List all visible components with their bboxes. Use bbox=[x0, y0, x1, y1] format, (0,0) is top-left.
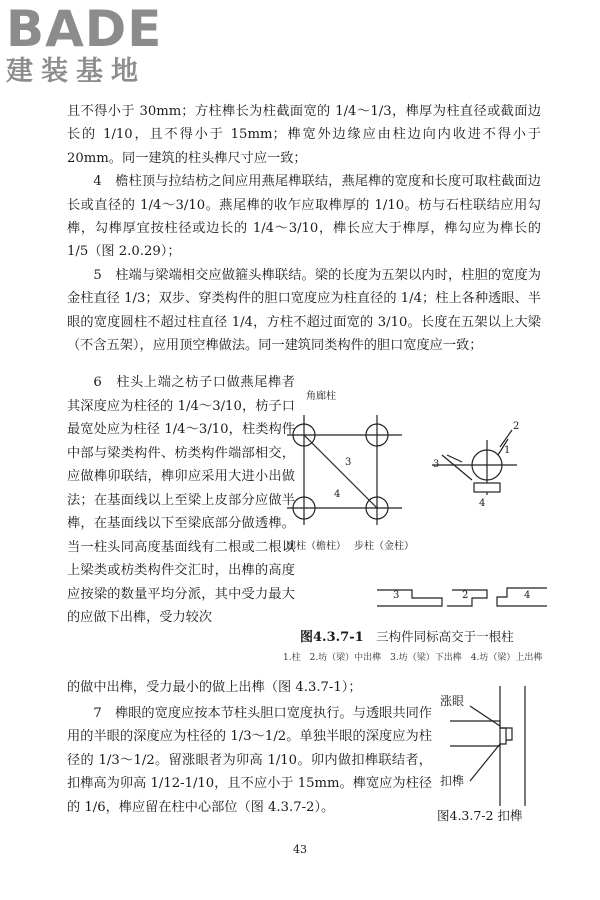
figure-1-caption-title: 三构件同标高交于一根柱 bbox=[376, 629, 514, 644]
figure-label-1: 1 bbox=[504, 445, 511, 456]
figure-1-caption-number: 图4.3.7-1 bbox=[300, 630, 364, 645]
figure-1-legend: 1.柱 2.坊（梁）中出榫 3.坊（梁）下出榫 4.坊（梁）上出榫 bbox=[283, 653, 543, 663]
paragraph-item-7-text: 7 榫眼的宽度应按本节柱头胆口宽度执行。与透眼共同作用的半眼的深度应为柱径的 1/3～1/2。单独半眼的深度应为柱径的 1/3～1/2。留涨眼者为卯高 1/10。卯内做扣榫联结者，扣榫高为卯高 1/12-1/10，且不应小于 15mm。榫宽应为柱径的 1/6，榫应留在柱中心部位（图 4.3.7-2）。 bbox=[67, 706, 432, 815]
figure-label-lock-tenon: 扣榫 bbox=[440, 774, 465, 788]
figure-label-expansion-mortise: 涨眼 bbox=[440, 694, 465, 708]
figure-tenon-2: 2 bbox=[462, 590, 469, 601]
figure-tenon-3: 3 bbox=[393, 590, 400, 601]
figure-label-3b: 3 bbox=[433, 459, 440, 470]
figure-lock-tenon bbox=[440, 686, 540, 806]
figure-label-3: 3 bbox=[345, 457, 352, 468]
figure-1-caption bbox=[300, 626, 514, 645]
figure-tenon-4: 4 bbox=[524, 590, 531, 601]
paragraph-item-6-tail-text: 的做中出榫，受力最小的做上出榫（图 4.3.7-1）； bbox=[67, 680, 362, 695]
figure-2-caption: 图4.3.7-2 扣榫 bbox=[437, 808, 523, 823]
paragraph-item-6 bbox=[67, 371, 295, 630]
figure-label-corner-column: 角廊柱 bbox=[306, 391, 336, 402]
paragraph-item-5: 5 柱端与梁端相交应做箍头榫联结。梁的长度为五架以内时，柱胆的宽度为金柱直径 1/3；双步、穿类构件的胆口宽度应为柱直径的 1/4；柱上各种透眼、半眼的宽度圆柱不超过柱直径 1/4，方柱不超过面宽的 3/10。长度在五架以上大梁（不含五架），应用顶空榫做法。同一建筑同类构件的胆口宽度应一致； bbox=[67, 267, 541, 354]
brand-logo bbox=[6, 0, 163, 88]
paragraph-item-4: 4 檐柱顶与拉结枋之间应用燕尾榫联结，燕尾榫的宽度和长度可取柱截面边长或直径的 1/4～3/10。燕尾榫的收乍应取榫厚的 1/10。枋与石柱联结应用勾榫，勾榫厚宜按柱径或边长的 1/4～3/10，榫长应大于榫厚，榫勾应为榫长的 1/5（图 2.0.29）； bbox=[67, 174, 541, 260]
figure-label-2: 2 bbox=[513, 421, 520, 432]
figure-label-eave-column: 廊柱（檐柱） bbox=[286, 541, 346, 552]
paragraph-continuation: 且不得小于 30mm；方柱榫长为柱截面宽的 1/4～1/3，榫厚为柱直径或截面边长的 1/10，且不得小于 15mm；榫宽外边缘应由柱边向内收进不得小于 20mm。同一建筑的柱头榫尺寸应一致； bbox=[67, 104, 541, 166]
paragraph-item-7 bbox=[67, 702, 432, 819]
logo-subtitle: 建装基地 bbox=[6, 56, 146, 87]
logo-wordmark: BADE bbox=[6, 0, 163, 58]
figure-label-gold-column: 步柱（金柱） bbox=[354, 541, 414, 552]
text-block-top bbox=[67, 100, 541, 357]
paragraph-item-6-text: 6 柱头上端之枋子口做燕尾榫者其深度应为柱径的 1/4～3/10，枋子口最宽处应为柱径 1/4～3/10，柱类构件中部与梁类构件、枋类构件端部相交，应做榫卯联结，榫卯应采用大进小出做法；在基面线以上至梁上皮部分应做半榫，在基面线以下至梁底部分做透榫。当一柱头同高度基面线有二根或二根以上梁类或枋类构件交汇时，出榫的高度应按梁的数量平均分派，其中受力最大的应做下出榫，受力较次 bbox=[67, 375, 295, 625]
page-number: 43 bbox=[293, 843, 307, 856]
figure-label-4b: 4 bbox=[479, 498, 486, 509]
figure-label-4: 4 bbox=[334, 489, 341, 500]
figure-column-junction-drawing bbox=[282, 385, 547, 625]
